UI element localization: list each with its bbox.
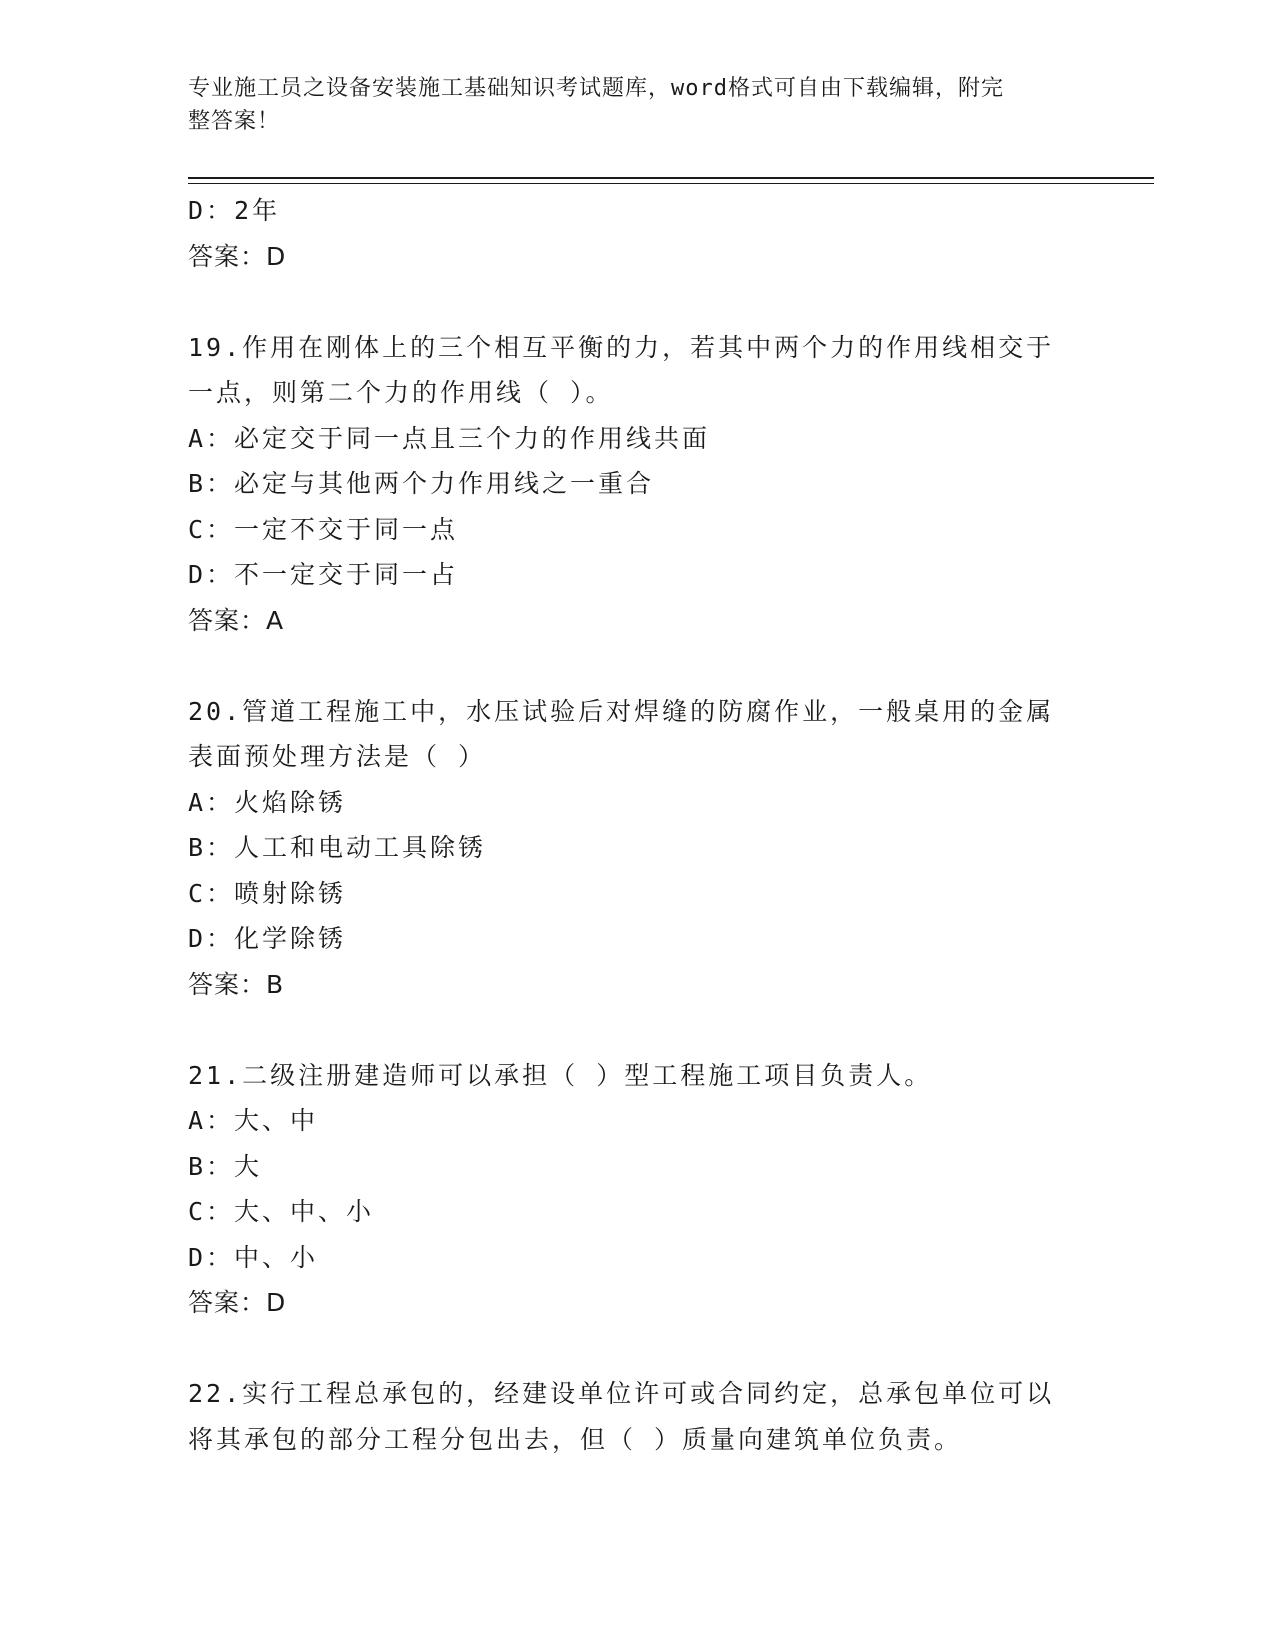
spacer — [188, 279, 1088, 325]
question-text: 20.管道工程施工中，水压试验后对焊缝的防腐作业，一般桌用的金属 — [188, 696, 1055, 726]
question-text: 表面预处理方法是（ ） — [188, 742, 487, 771]
spacer — [188, 643, 1088, 689]
option-d: D：中、小 — [188, 1242, 319, 1272]
option-b: B：必定与其他两个力作用线之一重合 — [188, 469, 655, 498]
question-text: 21.二级注册建造师可以承担（ ）型工程施工项目负责人。 — [188, 1060, 933, 1090]
question-text: 一点，则第二个力的作用线（ ）。 — [188, 378, 614, 407]
answer-line: 答案：B — [188, 969, 285, 999]
question-21 — [188, 1053, 1088, 1326]
answer-line: 答案：D — [188, 241, 287, 271]
question-20 — [188, 689, 1088, 1008]
document-header — [188, 72, 1088, 138]
answer-line: 答案：A — [188, 605, 285, 635]
option-d: D：化学除锈 — [188, 924, 347, 953]
option-d: D：2年 — [188, 196, 281, 225]
spacer — [188, 1326, 1088, 1372]
option-a: A：必定交于同一点且三个力的作用线共面 — [188, 423, 711, 453]
header-divider-thick — [188, 177, 1154, 179]
question-19 — [188, 325, 1088, 644]
header-line-1: 专业施工员之设备安装施工基础知识考试题库，word格式可自由下载编辑，附完 — [188, 76, 1004, 101]
option-b: B：大 — [188, 1151, 263, 1181]
question-22 — [188, 1371, 1088, 1462]
header-line-2: 整答案！ — [188, 109, 281, 134]
answer-line: 答案：D — [188, 1288, 287, 1317]
option-a: A：火焰除锈 — [188, 787, 347, 817]
option-d: D：不一定交于同一占 — [188, 560, 459, 589]
header-divider-thin — [188, 183, 1154, 184]
option-c: C：一定不交于同一点 — [188, 514, 459, 544]
option-c: C：喷射除锈 — [188, 878, 347, 908]
spacer — [188, 1007, 1088, 1053]
question-text: 将其承包的部分工程分包出去，但（ ）质量向建筑单位负责。 — [188, 1424, 963, 1454]
question-list — [188, 188, 1088, 1462]
option-a: A：大、中 — [188, 1106, 319, 1135]
option-b: B：人工和电动工具除锈 — [188, 833, 487, 862]
option-c: C：大、中、小 — [188, 1197, 375, 1226]
question-text: 22.实行工程总承包的，经建设单位许可或合同约定，总承包单位可以 — [188, 1379, 1055, 1408]
question-text: 19.作用在刚体上的三个相互平衡的力，若其中两个力的作用线相交于 — [188, 332, 1055, 362]
